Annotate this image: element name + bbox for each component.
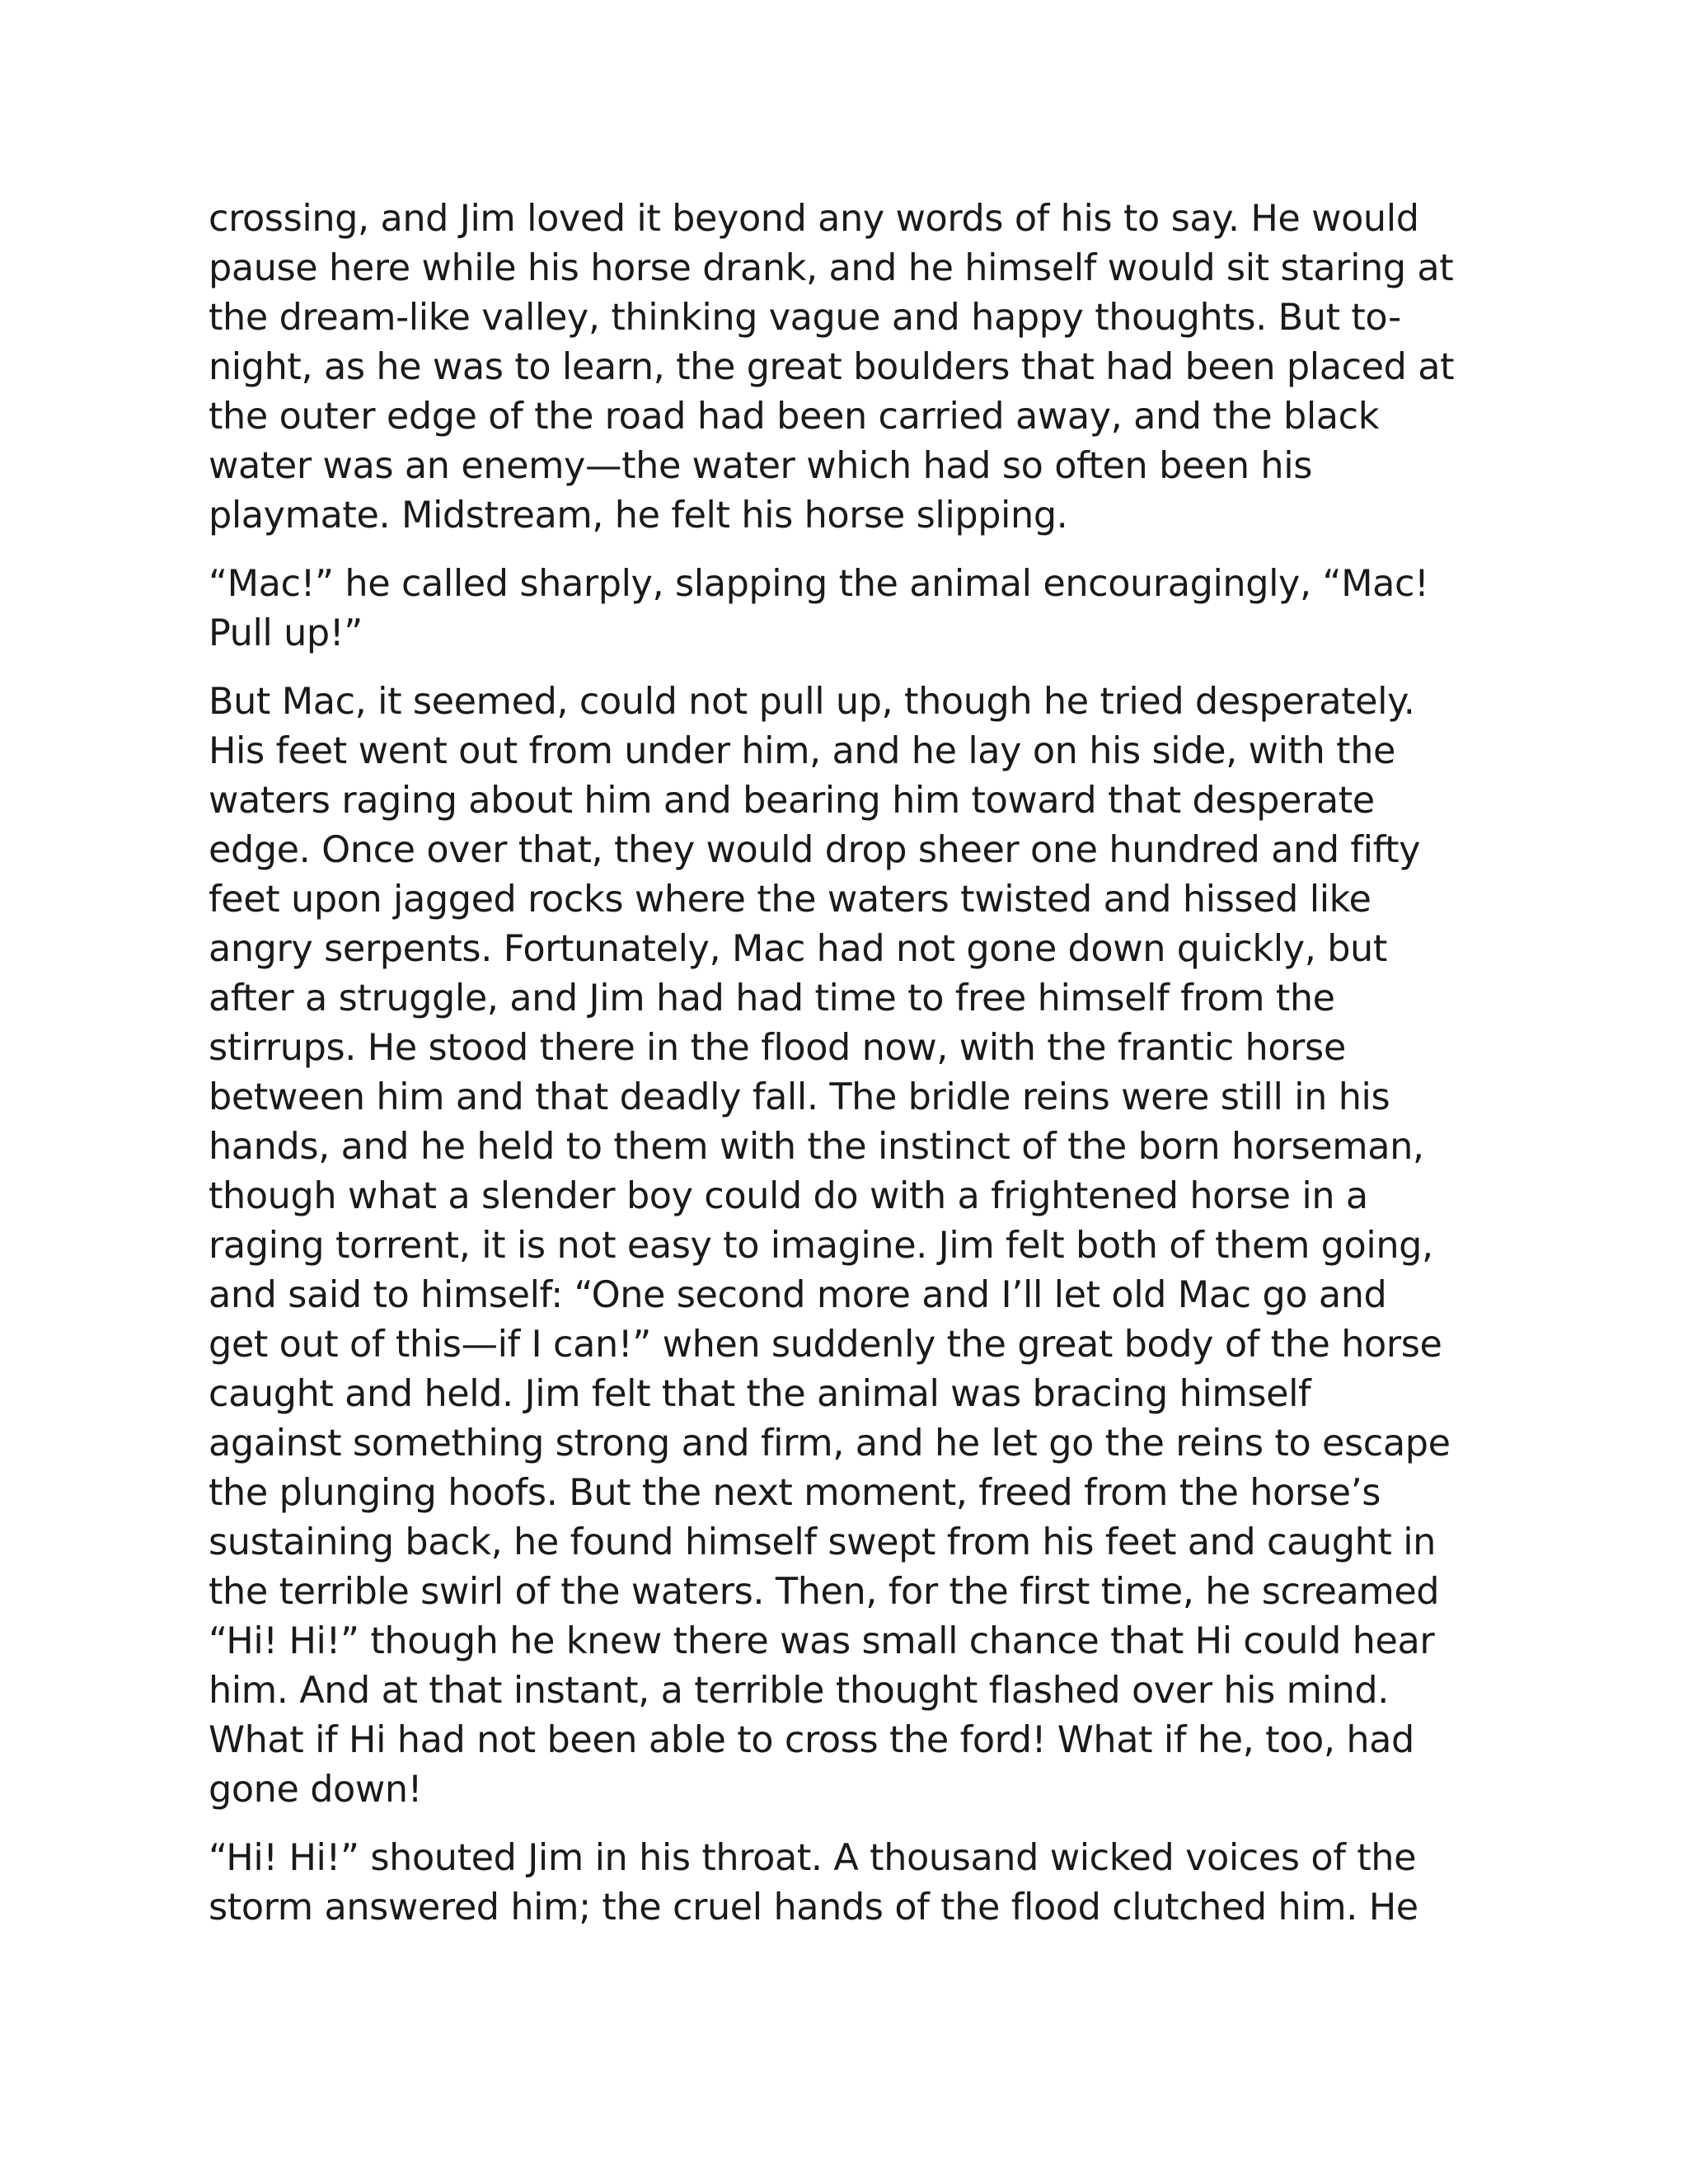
text-line: the dream-like valley, thinking vague and happy thoughts. But to- — [209, 297, 1401, 339]
text-line: stirrups. He stood there in the flood now, with the frantic horse — [209, 1027, 1346, 1069]
text-line: feet upon jagged rocks where the waters twisted and hissed like — [209, 879, 1372, 921]
text-line: “Hi! Hi!” though he knew there was small chance that Hi could hear — [209, 1620, 1435, 1662]
text-line: waters raging about him and bearing him toward that desperate — [209, 780, 1375, 822]
text-line: pause here while his horse drank, and he himself would sit staring at — [209, 247, 1454, 289]
text-line: after a struggle, and Jim had had time to free himself from the — [209, 977, 1335, 1019]
text-line: the plunging hoofs. But the next moment, freed from the horse’s — [209, 1472, 1381, 1514]
paragraph — [209, 560, 1494, 658]
document-page — [209, 194, 1494, 1952]
paragraph — [209, 1834, 1494, 1933]
text-line: “Mac!” he called sharply, slapping the animal encouragingly, “Mac! — [209, 563, 1429, 605]
text-line: between him and that deadly fall. The bridle reins were still in his — [209, 1076, 1390, 1118]
text-line: But Mac, it seemed, could not pull up, though he tried desperately. — [209, 681, 1415, 723]
text-line: playmate. Midstream, he felt his horse slipping. — [209, 494, 1068, 537]
text-line: get out of this—if I can!” when suddenly the great body of the horse — [209, 1324, 1442, 1366]
text-line: crossing, and Jim loved it beyond any words of his to say. He would — [209, 198, 1419, 240]
text-line: though what a slender boy could do with a frightened horse in a — [209, 1175, 1368, 1217]
text-line: the terrible swirl of the waters. Then, for the first time, he screamed — [209, 1571, 1440, 1613]
text-line: gone down! — [209, 1769, 423, 1811]
text-line: night, as he was to learn, the great boulders that had been placed at — [209, 346, 1455, 388]
text-line: hands, and he held to them with the instinct of the born horseman, — [209, 1126, 1424, 1168]
text-line: angry serpents. Fortunately, Mac had not gone down quickly, but — [209, 928, 1387, 970]
text-line: the outer edge of the road had been carried away, and the black — [209, 396, 1380, 438]
text-line: His feet went out from under him, and he lay on his side, with the — [209, 730, 1395, 772]
text-line: Pull up!” — [209, 612, 363, 654]
text-line: against something strong and firm, and he let go the reins to escape — [209, 1422, 1451, 1465]
text-line: storm answered him; the cruel hands of the flood clutched him. He — [209, 1886, 1418, 1929]
text-line: What if Hi had not been able to cross the ford! What if he, too, had — [209, 1719, 1414, 1761]
paragraph — [209, 677, 1494, 1815]
paragraph — [209, 194, 1494, 541]
text-line: sustaining back, he found himself swept from his feet and caught in — [209, 1521, 1436, 1563]
text-line: “Hi! Hi!” shouted Jim in his throat. A thousand wicked voices of the — [209, 1837, 1417, 1879]
text-line: raging torrent, it is not easy to imagine. Jim felt both of them going, — [209, 1225, 1433, 1267]
text-line: caught and held. Jim felt that the animal was bracing himself — [209, 1373, 1311, 1415]
text-line: edge. Once over that, they would drop sheer one hundred and fifty — [209, 829, 1421, 871]
text-line: water was an enemy—the water which had so often been his — [209, 445, 1312, 487]
text-line: and said to himself: “One second more and I’ll let old Mac go and — [209, 1274, 1387, 1316]
text-line: him. And at that instant, a terrible thought flashed over his mind. — [209, 1670, 1389, 1712]
